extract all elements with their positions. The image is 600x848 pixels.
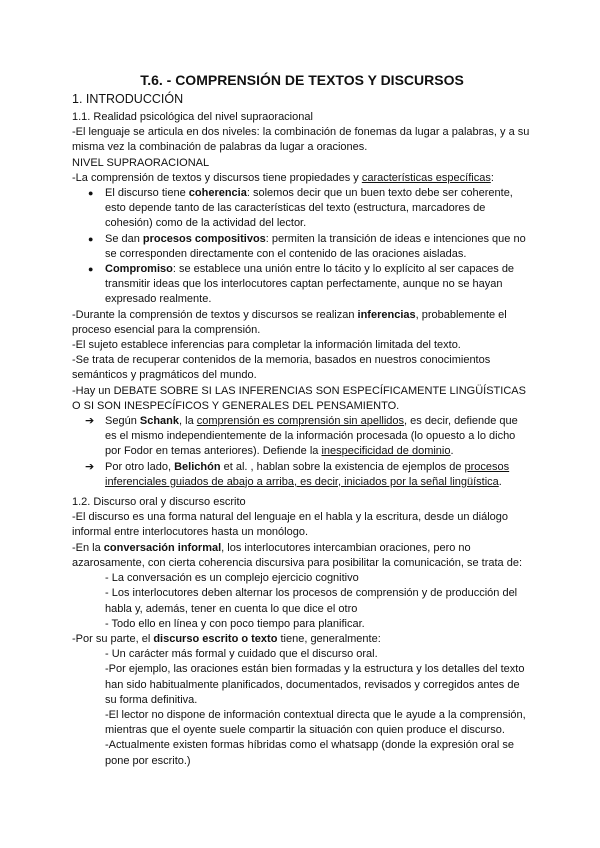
list-item: - La conversación es un complejo ejercicio cognitivo bbox=[105, 572, 359, 585]
document-page bbox=[72, 71, 532, 769]
paragraph-sujeto: -El sujeto establece inferencias para completar la información limitada del texto. bbox=[72, 339, 461, 352]
list-item: ● El discurso tiene coherencia: solemos decir que un buen texto debe ser coherente, esto depende tanto de las características del texto (estructura, marcadores de cohesión) como de la actividad del lector. bbox=[88, 187, 513, 230]
paragraph-debate: -Hay un DEBATE SOBRE SI LAS INFERENCIAS SON ESPECÍFICAMENTE LINGÜÍSTICAS O SI SON INESPECÍFICOS Y GENERALES DEL PENSAMIENTO. bbox=[72, 384, 526, 412]
list-item: - Un carácter más formal y cuidado que el discurso oral. bbox=[105, 648, 378, 661]
list-item: ● Compromiso: se establece una unión entre lo tácito y lo explícito al ser capaces de transmitir ideas que los interlocutores captan perfectamente, aunque no se hayan expresado realmente. bbox=[88, 263, 515, 306]
paragraph-conversacion: -En la conversación informal, los interlocutores intercambian oraciones, pero no azarosamente, con cierta coherencia discursiva para posibilitar la comunicación, se trata de: bbox=[72, 541, 523, 569]
list-item: - Los interlocutores deben alternar los procesos de comprensión y de producción del habla y, además, tener en cuenta lo que dice el otro bbox=[105, 587, 518, 615]
bullet-icon: ● bbox=[88, 264, 94, 275]
paragraph-escrito: -Por su parte, el discurso escrito o texto tiene, generalmente: bbox=[72, 632, 381, 645]
bullet-icon: ● bbox=[88, 233, 94, 244]
paragraph-lenguaje: -El lenguaje se articula en dos niveles: la combinación de fonemas da lugar a palabras, y a su misma vez la combinación de palabras da lugar a oraciones. bbox=[72, 126, 530, 154]
paragraph-recuperar: -Se trata de recuperar contenidos de la memoria, basados en nuestros conocimientos semánticos y pragmáticos del mundo. bbox=[72, 354, 491, 382]
paragraph-comprension: -La comprensión de textos y discursos tiene propiedades y características específicas: bbox=[72, 171, 494, 184]
subsection-heading-1-2: 1.2. Discurso oral y discurso escrito bbox=[72, 496, 246, 509]
paragraph-inferencias: -Durante la comprensión de textos y discursos se realizan inferencias, probablemente el proceso esencial para la comprensión. bbox=[72, 308, 507, 336]
paragraph-oral: -El discurso es una forma natural del lenguaje en el habla y la escritura, desde un diálogo informal entre interlocutores hasta un monólogo. bbox=[72, 511, 508, 539]
section-heading-introduccion: 1. INTRODUCCIÓN bbox=[72, 92, 184, 106]
arrow-right-icon: ➔ bbox=[85, 415, 95, 428]
subsection-heading-1-1: 1.1. Realidad psicológica del nivel supraoracional bbox=[72, 111, 313, 123]
arrow-right-icon: ➔ bbox=[85, 460, 95, 473]
list-item: -Actualmente existen formas híbridas como el whatsapp (donde la expresión oral se pone por escrito.) bbox=[105, 739, 515, 767]
page-title: T.6. - COMPRENSIÓN DE TEXTOS Y DISCURSOS bbox=[140, 72, 464, 88]
list-item: ● Se dan procesos compositivos: permiten la transición de ideas e intenciones que no se corresponden directamente con el contenido de las oraciones aisladas. bbox=[88, 232, 526, 260]
list-item: ➔ Según Schank, la comprensión es comprensión sin apellidos, es decir, defiende que es el mismo independientemente de la información procesada (lo opuesto a lo dicho por Fodor en temas anteriores). Defiende la inespecificidad de dominio. bbox=[85, 415, 518, 458]
list-item: -El lector no dispone de información contextual directa que le ayude a la comprensión, mientras que el oyente suele compartir la situación con quien produce el discurso. bbox=[105, 708, 526, 737]
list-item: - Todo ello en línea y con poco tiempo para planificar. bbox=[105, 617, 365, 630]
label-nivel-supraoracional: NIVEL SUPRAORACIONAL bbox=[72, 156, 210, 169]
list-item: ➔ Por otro lado, Belichón et al. , hablan sobre la existencia de ejemplos de procesos inferenciales guiados de abajo a arriba, es decir, iniciados por la señal lingüística. bbox=[85, 460, 510, 488]
bullet-icon: ● bbox=[88, 188, 94, 199]
list-item: -Por ejemplo, las oraciones están bien formadas y la estructura y los detalles del texto han sido habitualmente planificados, documentados, revisados y corregidos antes de su forma definitiva. bbox=[105, 663, 525, 706]
arrow-list bbox=[72, 414, 532, 490]
bullet-list bbox=[72, 186, 532, 308]
